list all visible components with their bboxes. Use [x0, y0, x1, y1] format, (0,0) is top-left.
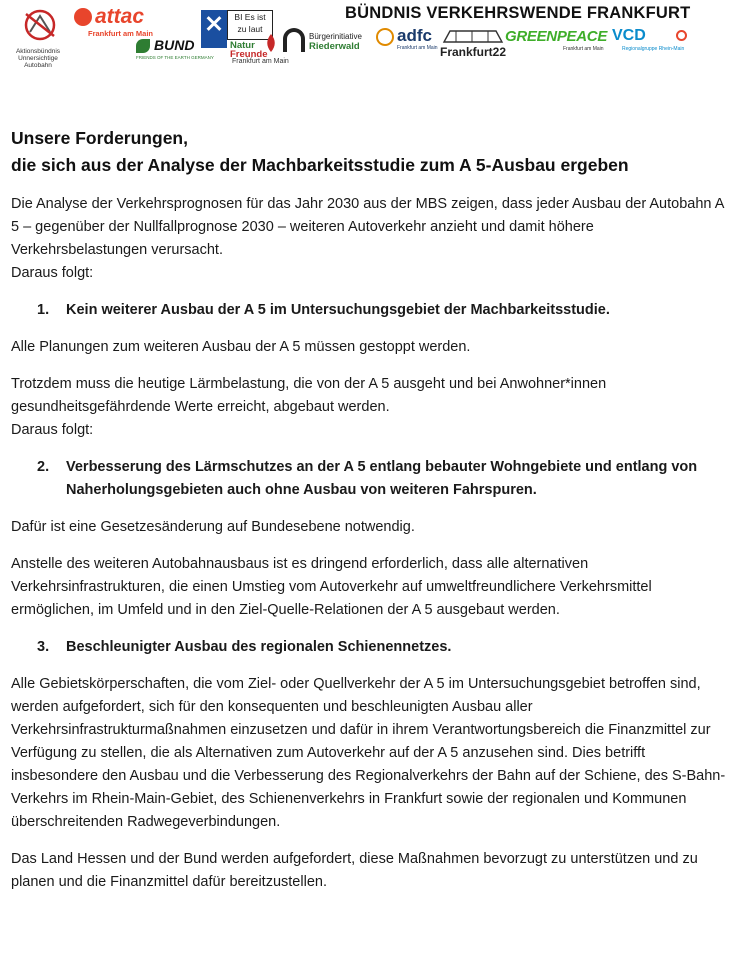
bund-sub: FRIENDS OF THE EARTH GERMANY — [136, 55, 214, 60]
laerm-paragraph: Trotzdem muss die heutige Lärmbelastung, die von der A 5 ausgeht und bei Anwohner*innen gesundheitsgefährdende Werte erreicht, abgebaut werden. — [11, 376, 607, 415]
highway-sign-icon — [201, 10, 227, 48]
demand-item-2 — [11, 456, 726, 502]
logo-header — [0, 0, 737, 75]
logo-attac — [74, 6, 154, 38]
bi-riederwald-line2: Riederwald — [309, 41, 360, 52]
attac-mark-icon — [74, 8, 92, 26]
logo-frankfurt22 — [440, 26, 508, 62]
document-body — [11, 125, 726, 894]
no-highway-icon — [20, 8, 60, 42]
logo-adfc — [376, 28, 438, 56]
planungen-paragraph: Alle Planungen zum weiteren Ausbau der A 5 müssen gestoppt werden. — [11, 339, 471, 355]
attac-sub: Frankfurt am Main — [88, 29, 154, 38]
demand-2-text: Verbesserung des Lärmschutzes an der A 5 entlang bebauter Wohngebiete und entlang von Naherholungsgebieten auch ohne Ausbau von weiteren Fahrspuren. — [66, 459, 698, 498]
demand-3-text: Beschleunigter Ausbau des regionalen Schienennetzes. — [66, 639, 452, 655]
bund-name: BUND — [154, 37, 195, 53]
logo-vcd — [612, 28, 694, 56]
tram-icon — [442, 26, 504, 46]
anstelle-paragraph: Anstelle des weiteren Autobahnausbaus ist es dringend erforderlich, dass alle alternativen Verkehrsinfrastrukturen, die einen Umstieg vom Autoverkehr auf umweltfreundlichere Verkehrsmittel ermöglichen, im Umfeld und in den Ziel-Quelle-Relationen der A 5 ausgebaut werden. — [11, 556, 652, 618]
bi-line2: zu laut — [237, 24, 263, 34]
naturfreunde-line1: Natur — [230, 40, 255, 51]
gebiet-paragraph: Alle Gebietskörperschaften, die vom Ziel- oder Quellverkehr der A 5 im Untersuchungsgebiet betroffen sind, werden aufgefordert, sich für den konsequenten und beschleunigten Ausbau aller Verkehrsinfrastrukturmaßnahmen einzusetzen und dafür in ihrem Verantwortungsbereich die Finanzmittel zur Verfügung zu stellen, die als Alternativen zum Autoverkehr auf der A 5 anzusehen sind. Dies betrifft insbesondere den Ausbau und die Verbesserung des Regionalverkehrs der Bahn auf der Schiene, des S-Bahn-Verkehrs im Rhein-Main-Gebiet, des Schienenverkehrs in Frankfurt sowie der regionalen und Kommunen überschreitenden Radwegeverbindungen. — [11, 676, 726, 830]
intro-paragraph: Die Analyse der Verkehrsprognosen für das Jahr 2030 aus der MBS zeigen, dass jeder Ausbau der Autobahn A 5 – gegenüber der Nullfallprognose 2030 – weiteren Autoverkehr anzieht und damit höhere Verkehrsbelastungen verursacht. — [11, 196, 724, 258]
heading-line-1: Unsere Forderungen, — [11, 128, 188, 148]
logo-bund — [136, 37, 214, 68]
alliance-title: BÜNDNIS VERKEHRSWENDE FRANKFURT — [345, 4, 691, 22]
bund-leaf-icon — [136, 39, 150, 53]
vcd-sub: Regionalgruppe Rhein-Main — [622, 46, 685, 52]
aktionsbuendnis-caption: Aktionsbündnis Unnersichtige Autobahn — [15, 48, 61, 69]
frankfurt22-name: Frankfurt22 — [440, 45, 507, 59]
logo-buergerinitiative-riederwald — [283, 28, 373, 56]
demand-1-number: 1. — [37, 302, 50, 318]
demand-3-number: 3. — [37, 639, 50, 655]
vcd-name: VCD — [612, 27, 646, 44]
daraus-folgt-1: Daraus folgt: — [11, 265, 94, 281]
hessen-paragraph: Das Land Hessen und der Bund werden aufgefordert, diese Maßnahmen bevorzugt zu unterstützen und zu planen und die Finanzmittel dafür bereitzustellen. — [11, 851, 698, 890]
naturfreunde-sub: Frankfurt am Main — [232, 58, 289, 65]
adfc-name: adfc — [397, 26, 432, 45]
greenpeace-sub: Frankfurt am Main — [563, 46, 604, 52]
flower-icon — [262, 32, 280, 54]
vcd-heart-icon — [676, 30, 687, 41]
attac-name: attac — [95, 5, 145, 28]
demand-1-text: Kein weiterer Ausbau der A 5 im Untersuchungsgebiet der Machbarkeitsstudie. — [66, 302, 610, 318]
adfc-sub: Frankfurt am Main — [397, 45, 438, 51]
page-title — [11, 125, 726, 179]
bi-line1: BI Es ist — [234, 12, 266, 22]
demand-2-number: 2. — [37, 459, 50, 475]
logo-greenpeace — [505, 28, 613, 56]
heading-line-2: die sich aus der Analyse der Machbarkeitsstudie zum A 5-Ausbau ergeben — [11, 155, 629, 175]
demand-item-1 — [11, 299, 726, 322]
adfc-wheel-icon — [376, 28, 394, 46]
demand-item-3 — [11, 636, 726, 659]
gesetz-paragraph: Dafür ist eine Gesetzesänderung auf Bundesebene notwendig. — [11, 519, 415, 535]
bi-riederwald-line1: Bürgerinitiative — [309, 32, 362, 41]
logo-aktionsbuendnis — [8, 8, 68, 70]
arch-icon — [283, 28, 305, 52]
naturfreunde-line2: Freunde — [230, 49, 268, 60]
greenpeace-name: GREENPEACE — [505, 28, 608, 45]
daraus-folgt-2: Daraus folgt: — [11, 422, 94, 438]
